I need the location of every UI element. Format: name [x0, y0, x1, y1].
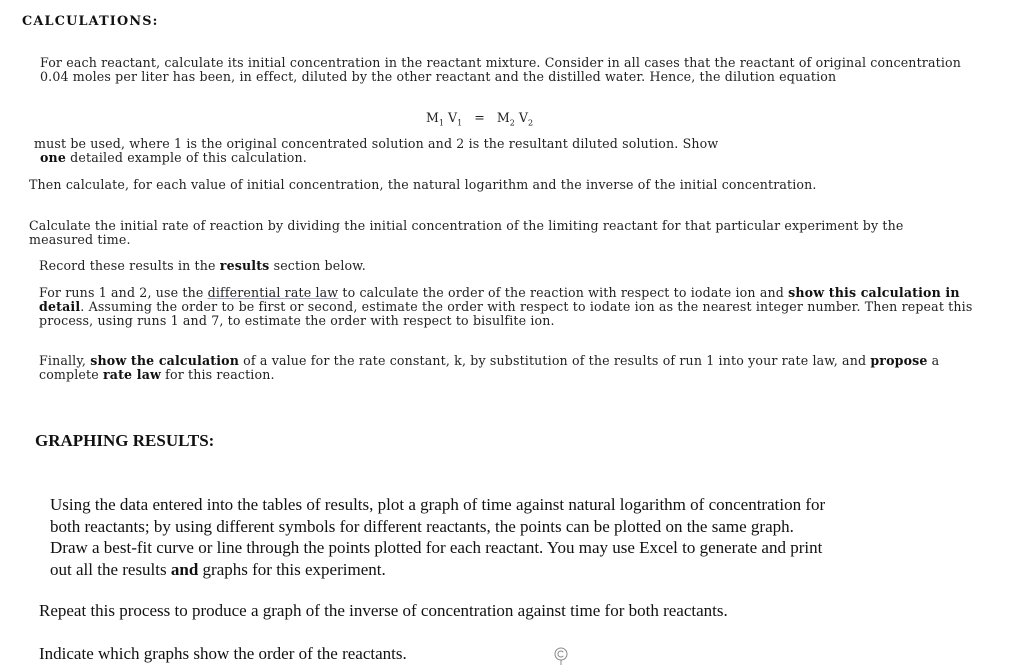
paragraph-initial-rate: Calculate the initial rate of reaction by dividing the initial concentration of the limiting reactant for that particular experiment by the measured time.	[29, 218, 904, 247]
paragraph-plot-graph: Using the data entered into the tables of results, plot a graph of time against natural logarithm of concentration for both reactants; by using different symbols for different reactants, the points can be plotted on the same graph. Draw a best-fit curve or line through the points plotted for each reactant. You may use Excel to generate and print out all the results and graphs for this experiment.	[50, 495, 826, 579]
paragraph-dilution-usage: must be used, where 1 is the original concentrated solution and 2 is the resultant diluted solution. Show one detailed example of this calculation.	[34, 136, 719, 165]
paragraph-log-inverse: Then calculate, for each value of initial concentration, the natural logarithm and the inverse of the initial concentration.	[29, 177, 817, 192]
cursor-copyright-icon	[553, 646, 569, 666]
dilution-equation: $M_1$ $V_1$ = $M_2$ $V_2$	[426, 110, 534, 128]
paragraph-record-results: Record these results in the results section below.	[39, 258, 366, 273]
paragraph-differential-rate-law: For runs 1 and 2, use the differential rate law to calculate the order of the reaction with respect to iodate ion and show this calculation in detail. Assuming the order to be first or second, estimate the order with respect to iodate ion as the nearest integer number. Then repeat this process, using runs 1 and 7, to estimate the order with respect to bisulfite ion.	[39, 285, 973, 328]
calculations-heading: CALCULATIONS:	[22, 14, 159, 29]
paragraph-initial-concentration: For each reactant, calculate its initial concentration in the reactant mixture. Consider in all cases that the reactant of original concentration 0.04 moles per liter has been, in effect, diluted by the other reactant and the distilled water. Hence, the dilution equation	[40, 55, 961, 84]
paragraph-indicate-order: Indicate which graphs show the order of the reactants.	[39, 644, 407, 663]
paragraph-rate-constant: Finally, show the calculation of a value for the rate constant, k, by substitution of the results of run 1 into your rate law, and propose a complete rate law for this reaction.	[39, 353, 940, 382]
graphing-heading: GRAPHING RESULTS:	[35, 431, 215, 450]
paragraph-inverse-graph: Repeat this process to produce a graph of the inverse of concentration against time for both reactants.	[39, 601, 728, 620]
